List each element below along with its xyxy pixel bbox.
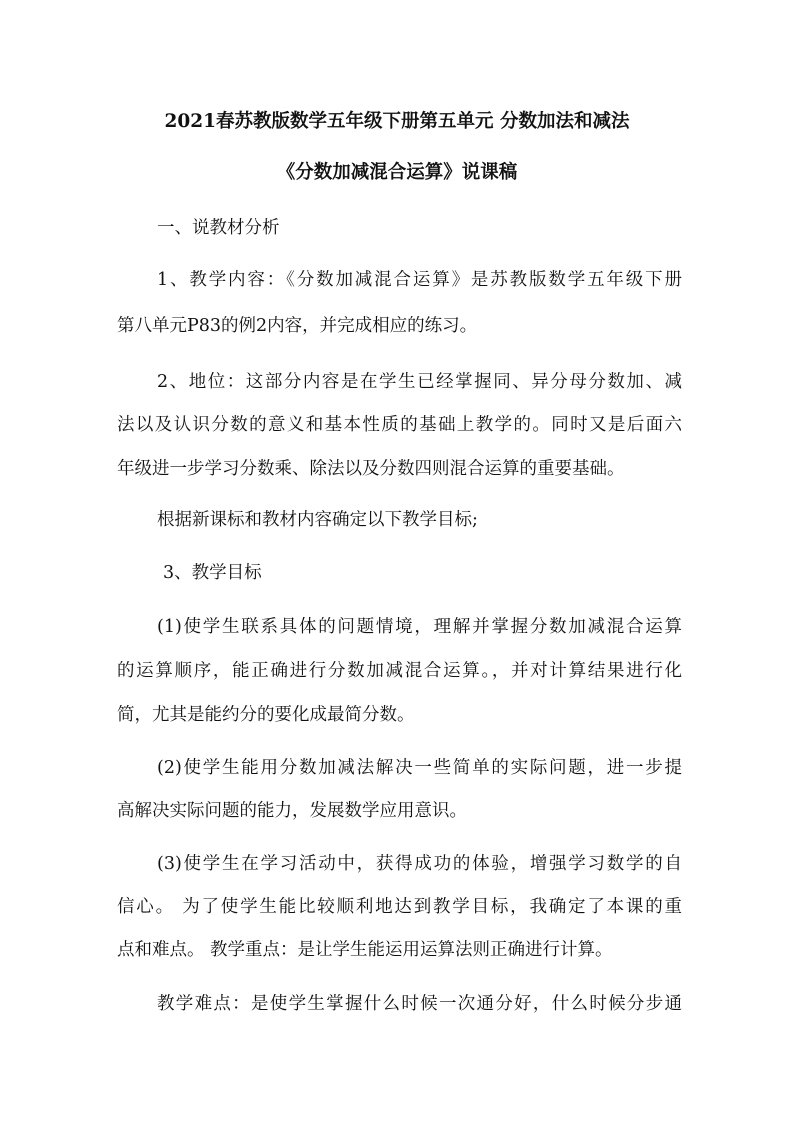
- goal-2-line-1: (2)使学生能用分数加减法解决一些简单的实际问题，进一步提: [157, 758, 682, 778]
- goal-1-line-2: 的运算顺序，能正确进行分数加减混合运算。，并对计算结果进行化: [117, 661, 682, 681]
- goal-2-line-2: 高解决实际问题的能力，发展数学应用意识。: [117, 801, 467, 821]
- paragraph-goals-intro: 根据新课标和教材内容确定以下教学目标;: [157, 510, 478, 530]
- section-heading-analysis: 一、说教材分析: [157, 218, 280, 238]
- goal-3-line-3: 点和难点。 教学重点：是让学生能运用运算法则正确进行计算。: [117, 940, 613, 960]
- goal-1-line-3: 简，尤其是能约分的要化成最简分数。: [117, 705, 415, 725]
- section-heading-goals: 3、教学目标: [163, 563, 262, 583]
- paragraph-position-line-3: 年级进一步学习分数乘、除法以及分数四则混合运算的重要基础。: [117, 459, 625, 479]
- paragraph-content-line-2: 第八单元P83的例2内容，并完成相应的练习。: [117, 316, 478, 336]
- document-title: 2021春苏教版数学五年级下册第五单元 分数加法和减法: [164, 111, 630, 132]
- goal-3-line-1: (3)使学生在学习活动中，获得成功的体验，增强学习数学的自: [157, 854, 682, 874]
- goal-1-line-1: (1)使学生联系具体的问题情境，理解并掌握分数加减混合运算: [157, 617, 682, 637]
- paragraph-position-line-2: 法以及认识分数的意义和基本性质的基础上教学的。同时又是后面六: [117, 415, 682, 435]
- paragraph-content-line-1: 1、教学内容：《分数加减混合运算》是苏教版数学五年级下册: [157, 270, 682, 290]
- goal-3-line-2: 信心。 为了使学生能比较顺利地达到教学目标，我确定了本课的重: [117, 897, 682, 917]
- document-subtitle: 《分数加减混合运算》说课稿: [276, 162, 518, 183]
- paragraph-position-line-1: 2、地位：这部分内容是在学生已经掌握同、异分母分数加、减: [157, 372, 682, 392]
- paragraph-difficulty-line-1: 教学难点：是使学生掌握什么时候一次通分好，什么时候分步通: [157, 994, 682, 1014]
